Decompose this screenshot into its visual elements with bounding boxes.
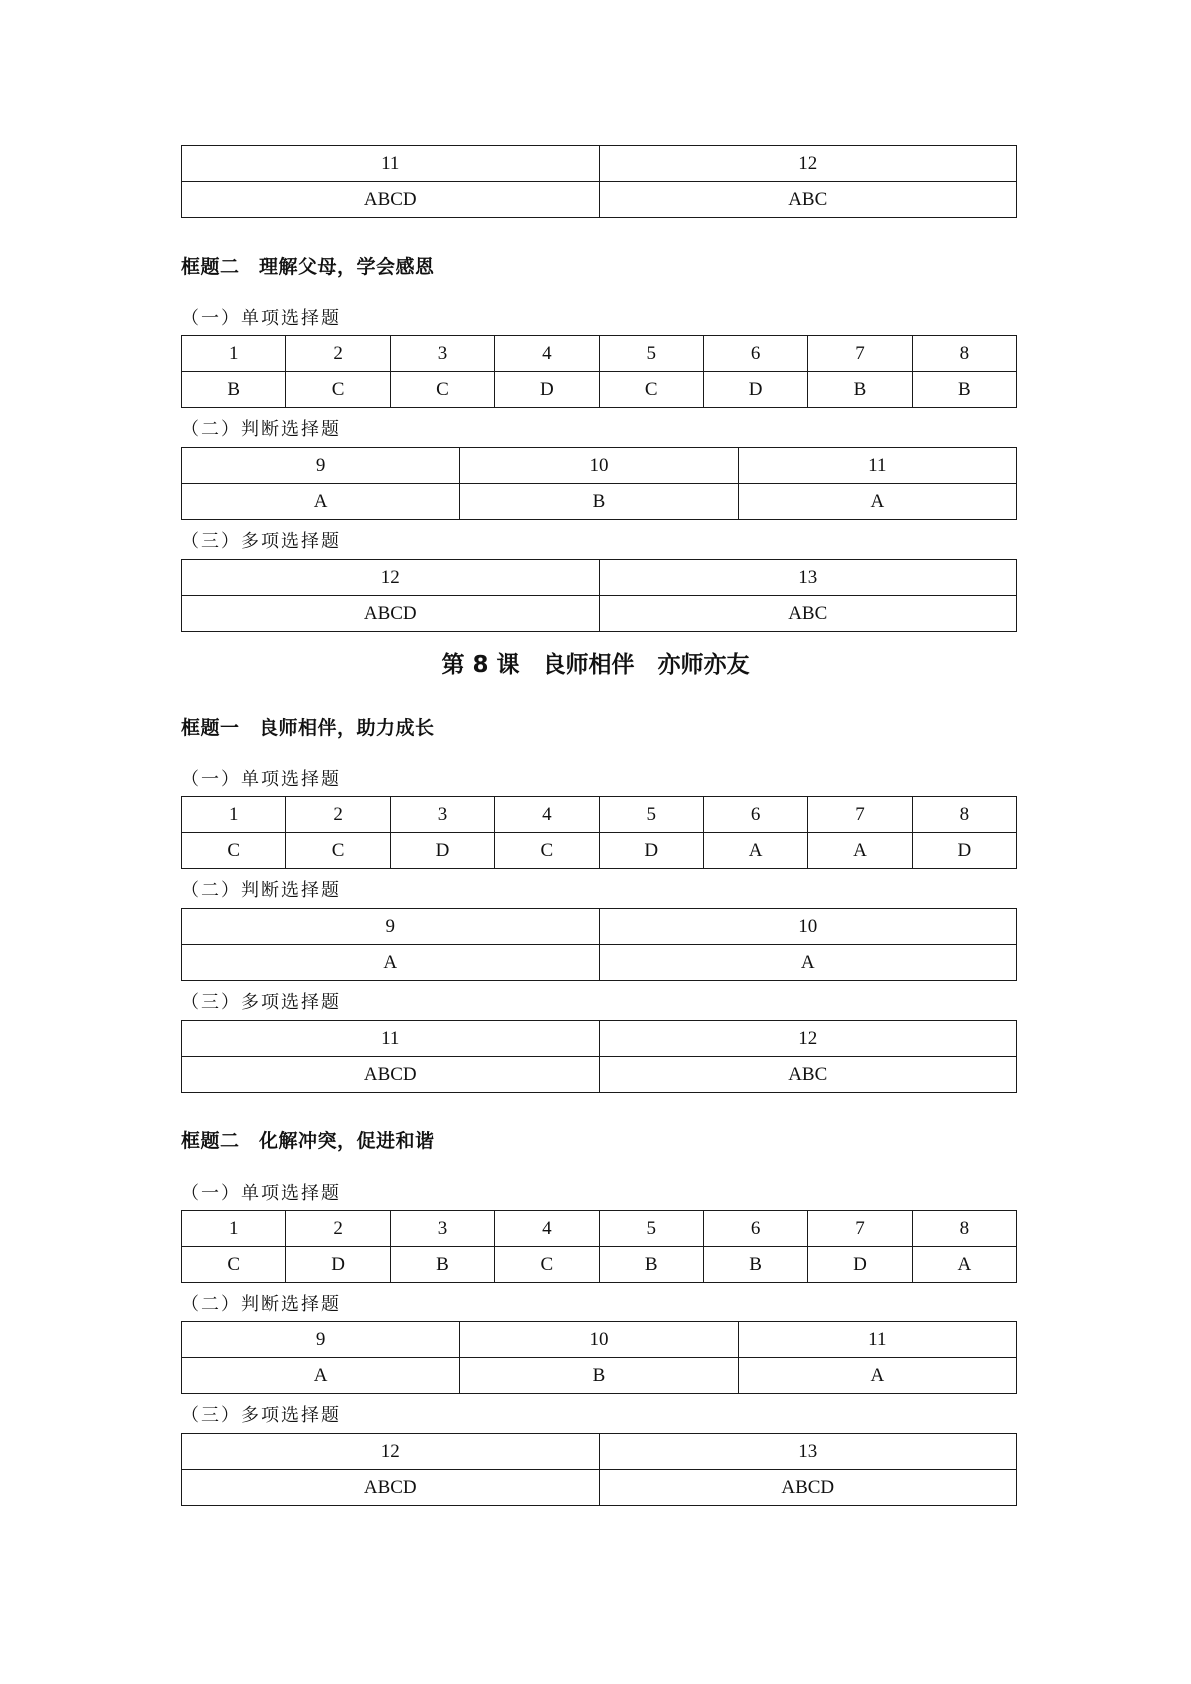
answer-cell: A: [182, 945, 600, 981]
section-a-multi-table: [181, 559, 1017, 632]
answer-cell: C: [286, 833, 390, 869]
question-number: 1: [182, 336, 286, 372]
answer-cell: B: [390, 1247, 494, 1283]
section-b-single-label: （一）单项选择题: [181, 769, 341, 790]
section-c-multi-table: [181, 1433, 1017, 1506]
answer-cell: B: [703, 1247, 807, 1283]
answer-cell: ABCD: [182, 1470, 600, 1506]
question-number: 3: [390, 336, 494, 372]
answer-cell: ABCD: [599, 1470, 1017, 1506]
table-header-row: [182, 1021, 1017, 1057]
table-header-row: [182, 1322, 1017, 1358]
answer-cell: A: [738, 1358, 1016, 1394]
section-b-multi-label: （三）多项选择题: [181, 992, 341, 1013]
answer-cell: ABCD: [182, 596, 600, 632]
table-answer-row: [182, 1358, 1017, 1394]
section-a-judge-label: （二）判断选择题: [181, 419, 341, 440]
table-header-row: [182, 909, 1017, 945]
section-b-judge-table: [181, 908, 1017, 981]
question-number: 2: [286, 1211, 390, 1247]
section-c-single-label: （一）单项选择题: [181, 1183, 341, 1204]
question-number: 6: [703, 797, 807, 833]
question-number: 10: [599, 909, 1017, 945]
question-number: 1: [182, 1211, 286, 1247]
section-a-title: 框题二 理解父母，学会感恩: [181, 256, 435, 278]
answer-cell: ABCD: [182, 182, 600, 218]
question-number: 7: [808, 1211, 912, 1247]
question-number: 8: [912, 797, 1016, 833]
question-number: 13: [599, 1434, 1017, 1470]
table-header-row: [182, 146, 1017, 182]
question-number: 3: [390, 797, 494, 833]
table-answer-row: [182, 1247, 1017, 1283]
question-number: 5: [599, 797, 703, 833]
answer-cell: D: [495, 372, 599, 408]
question-number: 5: [599, 336, 703, 372]
table-header-row: [182, 448, 1017, 484]
table-answer-row: [182, 596, 1017, 632]
answer-cell: D: [390, 833, 494, 869]
table-answer-row: [182, 372, 1017, 408]
question-number: 11: [738, 448, 1016, 484]
answer-cell: B: [912, 372, 1016, 408]
answer-cell: ABC: [599, 596, 1017, 632]
answer-cell: A: [912, 1247, 1016, 1283]
question-number: 9: [182, 448, 460, 484]
answer-cell: A: [182, 484, 460, 520]
question-number: 12: [599, 146, 1017, 182]
question-number: 12: [182, 1434, 600, 1470]
question-number: 4: [495, 336, 599, 372]
question-number: 1: [182, 797, 286, 833]
table-answer-row: [182, 945, 1017, 981]
answer-cell: D: [703, 372, 807, 408]
section-c-judge-table: [181, 1321, 1017, 1394]
answer-cell: C: [599, 372, 703, 408]
top-multi-table: [181, 145, 1017, 218]
answer-cell: B: [182, 372, 286, 408]
section-a-single-table: [181, 335, 1017, 408]
answer-cell: C: [495, 833, 599, 869]
answer-cell: A: [182, 1358, 460, 1394]
table-header-row: [182, 560, 1017, 596]
table-header-row: [182, 1211, 1017, 1247]
section-a-single-label: （一）单项选择题: [181, 308, 341, 329]
question-number: 13: [599, 560, 1017, 596]
answer-cell: D: [599, 833, 703, 869]
answer-cell: B: [460, 1358, 738, 1394]
section-c-multi-label: （三）多项选择题: [181, 1405, 341, 1426]
question-number: 11: [182, 1021, 600, 1057]
question-number: 12: [599, 1021, 1017, 1057]
answer-cell: D: [912, 833, 1016, 869]
question-number: 11: [182, 146, 600, 182]
question-number: 2: [286, 336, 390, 372]
question-number: 9: [182, 909, 600, 945]
answer-cell: B: [599, 1247, 703, 1283]
question-number: 2: [286, 797, 390, 833]
question-number: 3: [390, 1211, 494, 1247]
section-b-multi-table: [181, 1020, 1017, 1093]
answer-cell: ABC: [599, 182, 1017, 218]
question-number: 4: [495, 1211, 599, 1247]
table-header-row: [182, 336, 1017, 372]
section-b-judge-label: （二）判断选择题: [181, 880, 341, 901]
answer-cell: B: [808, 372, 912, 408]
question-number: 10: [460, 1322, 738, 1358]
table-header-row: [182, 797, 1017, 833]
section-b-single-table: [181, 796, 1017, 869]
table-answer-row: [182, 182, 1017, 218]
answer-cell: A: [703, 833, 807, 869]
section-b-title: 框题一 良师相伴，助力成长: [181, 717, 435, 739]
question-number: 7: [808, 797, 912, 833]
answer-cell: C: [390, 372, 494, 408]
answer-cell: C: [182, 1247, 286, 1283]
table-answer-row: [182, 484, 1017, 520]
answer-cell: D: [286, 1247, 390, 1283]
section-a-judge-table: [181, 447, 1017, 520]
question-number: 5: [599, 1211, 703, 1247]
table-header-row: [182, 1434, 1017, 1470]
table-answer-row: [182, 1470, 1017, 1506]
answer-cell: ABCD: [182, 1057, 600, 1093]
answer-cell: A: [808, 833, 912, 869]
answer-cell: C: [495, 1247, 599, 1283]
table-answer-row: [182, 833, 1017, 869]
answer-cell: B: [460, 484, 738, 520]
question-number: 10: [460, 448, 738, 484]
answer-cell: A: [738, 484, 1016, 520]
section-c-title: 框题二 化解冲突，促进和谐: [181, 1130, 435, 1152]
answer-cell: A: [599, 945, 1017, 981]
question-number: 6: [703, 336, 807, 372]
question-number: 7: [808, 336, 912, 372]
question-number: 6: [703, 1211, 807, 1247]
section-a-multi-label: （三）多项选择题: [181, 531, 341, 552]
question-number: 4: [495, 797, 599, 833]
question-number: 11: [738, 1322, 1016, 1358]
section-c-single-table: [181, 1210, 1017, 1283]
answer-cell: C: [286, 372, 390, 408]
answer-cell: C: [182, 833, 286, 869]
table-answer-row: [182, 1057, 1017, 1093]
question-number: 9: [182, 1322, 460, 1358]
answer-cell: D: [808, 1247, 912, 1283]
question-number: 8: [912, 336, 1016, 372]
question-number: 12: [182, 560, 600, 596]
lesson-title: 第 8 课 良师相伴 亦师亦友: [441, 652, 750, 678]
section-c-judge-label: （二）判断选择题: [181, 1294, 341, 1315]
answer-cell: ABC: [599, 1057, 1017, 1093]
question-number: 8: [912, 1211, 1016, 1247]
